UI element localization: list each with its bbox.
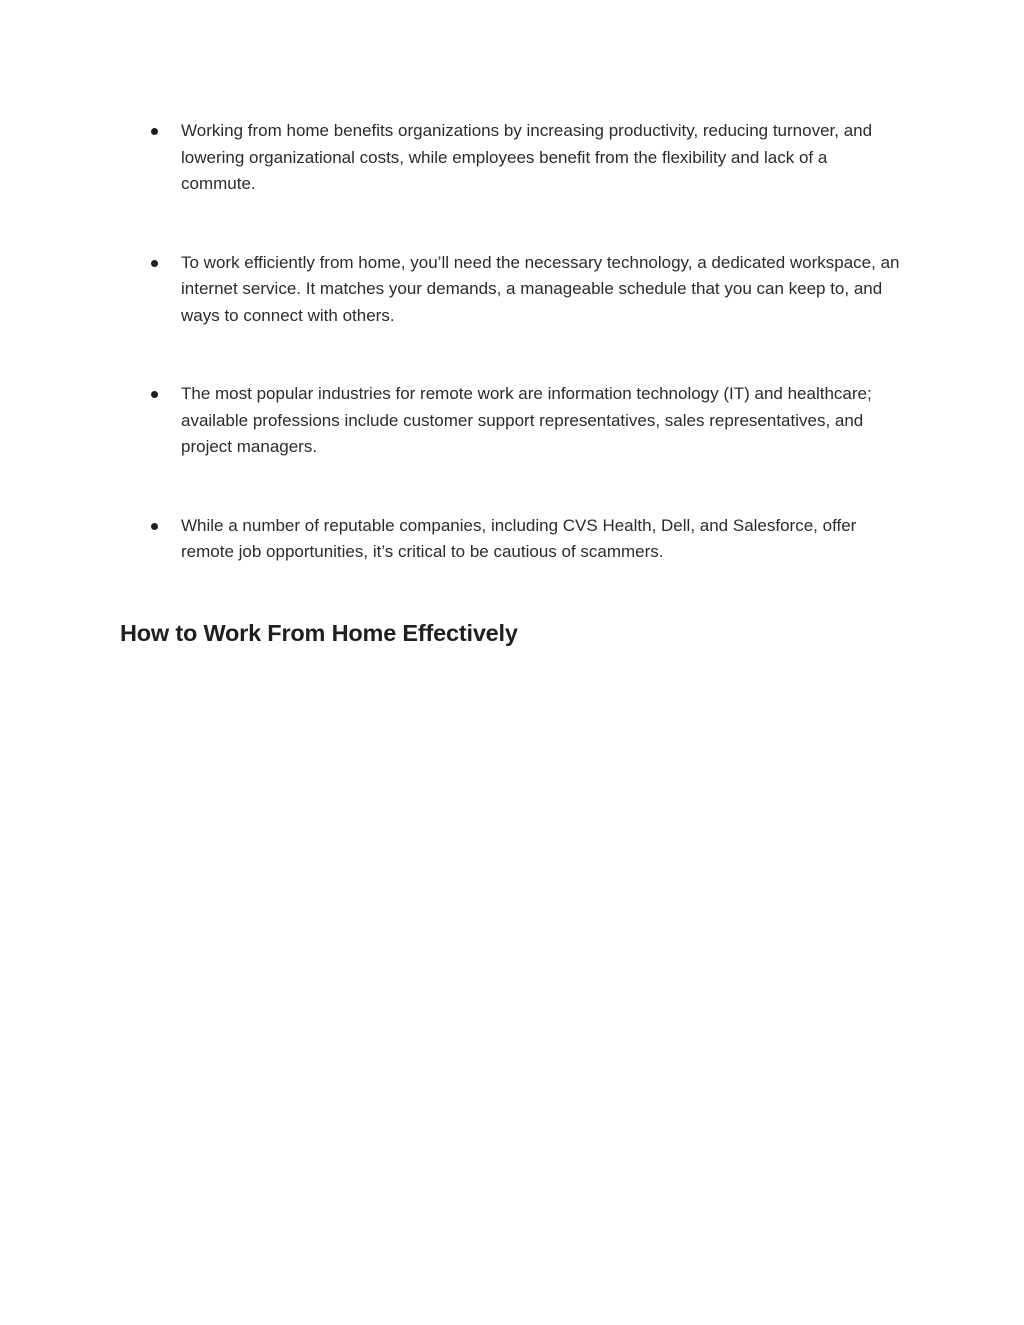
list-item bbox=[0, 381, 901, 461]
bullet-icon bbox=[151, 391, 158, 398]
key-takeaways-list bbox=[0, 118, 1024, 566]
bullet-icon bbox=[151, 128, 158, 135]
list-item-text: Working from home benefits organizations by increasing productivity, reducing turnover, and lowering organizational costs, while employees benefit from the flexibility and lack of a commute. bbox=[181, 121, 873, 193]
list-item bbox=[0, 250, 901, 330]
bullet-icon bbox=[151, 523, 158, 530]
list-item bbox=[0, 118, 901, 198]
list-item bbox=[0, 513, 901, 566]
list-item-text: While a number of reputable companies, including CVS Health, Dell, and Salesforce, offer remote job opportunities, it’s critical to be cautious of scammers. bbox=[181, 515, 857, 561]
section-heading: How to Work From Home Effectively bbox=[120, 620, 518, 646]
list-item-text: To work efficiently from home, you’ll need the necessary technology, a dedicated workspace, an internet service. It matches your demands, a manageable schedule that you can keep to, and ways to connect with others. bbox=[181, 252, 900, 325]
bullet-icon bbox=[151, 260, 158, 267]
list-item-text: The most popular industries for remote work are information technology (IT) and healthcare; available professions include customer support representatives, sales representatives, and project managers. bbox=[181, 384, 872, 456]
